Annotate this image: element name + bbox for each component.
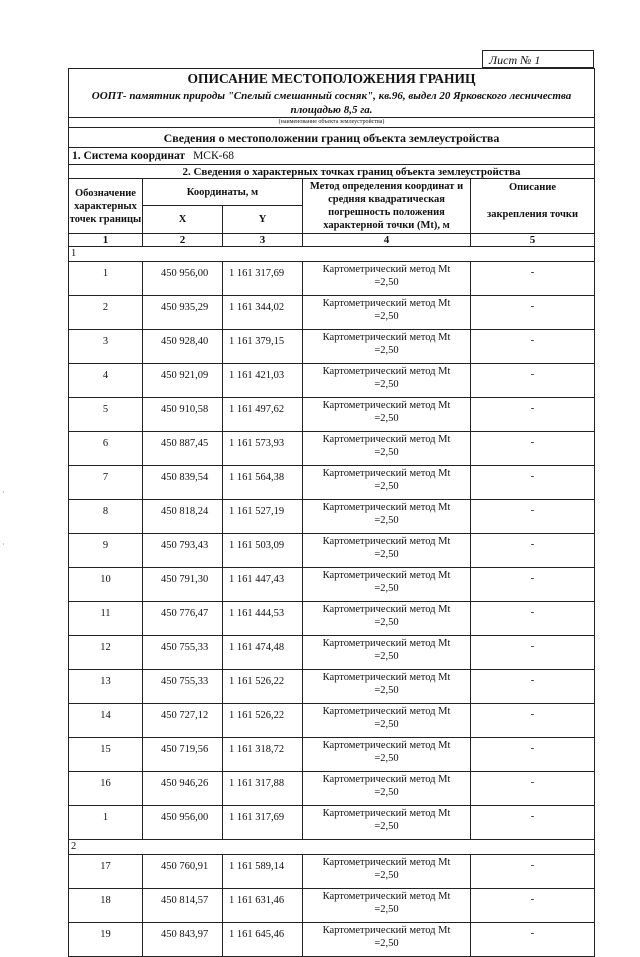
document-frame <box>68 68 594 957</box>
method-accuracy: =2,50 <box>374 870 399 881</box>
coord-y: 1 161 497,62 <box>223 398 303 432</box>
coord-x: 450 910,58 <box>143 398 223 432</box>
method-accuracy: =2,50 <box>374 481 399 492</box>
header-x: X <box>143 206 223 234</box>
table-row <box>69 772 595 806</box>
method-accuracy: =2,50 <box>374 938 399 949</box>
table-row <box>69 923 595 957</box>
coord-y: 1 161 645,46 <box>223 923 303 957</box>
method-text: Картометрический метод Mt <box>322 332 451 343</box>
coord-x: 450 935,29 <box>143 296 223 330</box>
object-name <box>69 87 595 117</box>
method-text: Картометрический метод Mt <box>322 366 451 377</box>
table-row <box>69 568 595 602</box>
method-text: Картометрический метод Mt <box>322 298 451 309</box>
method-accuracy: =2,50 <box>374 447 399 458</box>
point-id: 3 <box>69 330 143 364</box>
point-id: 9 <box>69 534 143 568</box>
method-accuracy: =2,50 <box>374 413 399 424</box>
method-text: Картометрический метод Mt <box>322 857 451 868</box>
coord-y: 1 161 318,72 <box>223 738 303 772</box>
coord-x: 450 755,33 <box>143 636 223 670</box>
method-cell <box>303 534 471 568</box>
method-cell <box>303 889 471 923</box>
method-cell <box>303 806 471 840</box>
document-title: ОПИСАНИЕ МЕСТОПОЛОЖЕНИЯ ГРАНИЦ <box>69 69 595 88</box>
coord-y: 1 161 503,09 <box>223 534 303 568</box>
method-cell <box>303 855 471 889</box>
coord-y: 1 161 317,88 <box>223 772 303 806</box>
coord-y: 1 161 447,43 <box>223 568 303 602</box>
coord-y: 1 161 317,69 <box>223 262 303 296</box>
method-accuracy: =2,50 <box>374 515 399 526</box>
coord-x: 450 839,54 <box>143 466 223 500</box>
coord-y: 1 161 527,19 <box>223 500 303 534</box>
point-id: 6 <box>69 432 143 466</box>
object-name-caption <box>69 117 595 128</box>
method-cell <box>303 670 471 704</box>
group-row <box>69 840 595 855</box>
method-text: Картометрический метод Mt <box>322 400 451 411</box>
column-number: 2 <box>143 234 223 247</box>
coord-y: 1 161 564,38 <box>223 466 303 500</box>
coord-x: 450 818,24 <box>143 500 223 534</box>
method-text: Картометрический метод Mt <box>322 891 451 902</box>
fixing-description: - <box>471 262 595 296</box>
column-number: 5 <box>471 234 595 247</box>
point-id: 4 <box>69 364 143 398</box>
fixing-description: - <box>471 568 595 602</box>
point-id: 11 <box>69 602 143 636</box>
coord-x: 450 791,30 <box>143 568 223 602</box>
method-accuracy: =2,50 <box>374 753 399 764</box>
method-cell <box>303 772 471 806</box>
method-cell <box>303 568 471 602</box>
method-text: Картометрический метод Mt <box>322 570 451 581</box>
table-row <box>69 704 595 738</box>
coord-x: 450 887,45 <box>143 432 223 466</box>
coord-x: 450 843,97 <box>143 923 223 957</box>
table-row <box>69 330 595 364</box>
table-row <box>69 806 595 840</box>
point-id: 1 <box>69 262 143 296</box>
coord-system-row <box>69 148 595 165</box>
coord-x: 450 755,33 <box>143 670 223 704</box>
coord-x: 450 921,09 <box>143 364 223 398</box>
group-row <box>69 247 595 262</box>
table-row <box>69 398 595 432</box>
method-text: Картометрический метод Mt <box>322 604 451 615</box>
caption-text: (наименование объекта землеустройства) <box>69 117 594 126</box>
point-id: 8 <box>69 500 143 534</box>
coord-x: 450 760,91 <box>143 855 223 889</box>
coord-y: 1 161 317,69 <box>223 806 303 840</box>
method-cell <box>303 262 471 296</box>
coord-y: 1 161 631,46 <box>223 889 303 923</box>
coord-y: 1 161 379,15 <box>223 330 303 364</box>
method-cell <box>303 330 471 364</box>
fixing-description: - <box>471 432 595 466</box>
contour-label: 1 <box>69 247 595 262</box>
method-text: Картометрический метод Mt <box>322 706 451 717</box>
table-row <box>69 364 595 398</box>
method-text: Картометрический метод Mt <box>322 434 451 445</box>
method-accuracy: =2,50 <box>374 904 399 915</box>
fixing-description: - <box>471 330 595 364</box>
header-description-top: Описание <box>508 182 557 193</box>
header-y: Y <box>223 206 303 234</box>
table-row <box>69 432 595 466</box>
fixing-description: - <box>471 500 595 534</box>
method-cell <box>303 466 471 500</box>
object-name-line1: ООПТ- памятник природы "Спелый смешанный сосняк", кв.96, выдел 20 Ярковского лесничества <box>91 90 572 102</box>
coord-y: 1 161 526,22 <box>223 704 303 738</box>
method-text: Картометрический метод Mt <box>322 502 451 513</box>
method-cell <box>303 398 471 432</box>
method-cell <box>303 296 471 330</box>
point-id: 7 <box>69 466 143 500</box>
coord-system-label: 1. Система координат <box>72 150 186 162</box>
section1-title: Сведения о местоположении границ объекта землеустройства <box>69 128 595 148</box>
sheet-number-label: Лист № 1 <box>482 50 594 68</box>
coord-y: 1 161 421,03 <box>223 364 303 398</box>
method-text: Картометрический метод Mt <box>322 925 451 936</box>
fixing-description: - <box>471 398 595 432</box>
fixing-description: - <box>471 602 595 636</box>
method-text: Картометрический метод Mt <box>322 638 451 649</box>
coord-y: 1 161 526,22 <box>223 670 303 704</box>
method-accuracy: =2,50 <box>374 549 399 560</box>
point-id: 15 <box>69 738 143 772</box>
fixing-description: - <box>471 534 595 568</box>
method-text: Картометрический метод Mt <box>322 672 451 683</box>
table-row <box>69 602 595 636</box>
method-cell <box>303 636 471 670</box>
method-text: Картометрический метод Mt <box>322 468 451 479</box>
method-accuracy: =2,50 <box>374 617 399 628</box>
fixing-description: - <box>471 772 595 806</box>
header-point-designation: Обозначение характерных точек границы <box>69 179 143 234</box>
point-id: 14 <box>69 704 143 738</box>
coord-x: 450 946,26 <box>143 772 223 806</box>
fixing-description: - <box>471 704 595 738</box>
coord-y: 1 161 573,93 <box>223 432 303 466</box>
coord-x: 450 928,40 <box>143 330 223 364</box>
margin-mark: · <box>2 540 5 549</box>
method-cell <box>303 923 471 957</box>
method-accuracy: =2,50 <box>374 277 399 288</box>
fixing-description: - <box>471 738 595 772</box>
section2-title: 2. Сведения о характерных точках границ объекта землеустройства <box>69 165 595 179</box>
table-row <box>69 500 595 534</box>
table-row <box>69 636 595 670</box>
coord-y: 1 161 344,02 <box>223 296 303 330</box>
coord-x: 450 727,12 <box>143 704 223 738</box>
coord-y: 1 161 444,53 <box>223 602 303 636</box>
method-text: Картометрический метод Mt <box>322 774 451 785</box>
point-id: 5 <box>69 398 143 432</box>
fixing-description: - <box>471 364 595 398</box>
method-cell <box>303 364 471 398</box>
fixing-description: - <box>471 296 595 330</box>
coord-x: 450 719,56 <box>143 738 223 772</box>
table-row <box>69 296 595 330</box>
header-coordinates: Координаты, м <box>143 179 303 206</box>
method-accuracy: =2,50 <box>374 345 399 356</box>
point-id: 19 <box>69 923 143 957</box>
fixing-description: - <box>471 855 595 889</box>
method-cell <box>303 738 471 772</box>
coord-x: 450 776,47 <box>143 602 223 636</box>
column-number-row <box>69 234 595 247</box>
table-row <box>69 466 595 500</box>
coord-y: 1 161 589,14 <box>223 855 303 889</box>
coord-system-value: МСК-68 <box>193 150 234 162</box>
point-id: 10 <box>69 568 143 602</box>
method-cell <box>303 500 471 534</box>
coord-x: 450 956,00 <box>143 262 223 296</box>
fixing-description: - <box>471 806 595 840</box>
point-id: 13 <box>69 670 143 704</box>
method-accuracy: =2,50 <box>374 685 399 696</box>
coord-x: 450 956,00 <box>143 806 223 840</box>
column-number: 3 <box>223 234 303 247</box>
fixing-description: - <box>471 923 595 957</box>
method-accuracy: =2,50 <box>374 719 399 730</box>
method-cell <box>303 704 471 738</box>
method-text: Картометрический метод Mt <box>322 536 451 547</box>
method-accuracy: =2,50 <box>374 787 399 798</box>
method-cell <box>303 432 471 466</box>
column-number: 1 <box>69 234 143 247</box>
header-description-bottom: закрепления точки <box>486 209 579 220</box>
table-row <box>69 262 595 296</box>
fixing-description: - <box>471 889 595 923</box>
point-id: 1 <box>69 806 143 840</box>
table-row <box>69 738 595 772</box>
contour-label: 2 <box>69 840 595 855</box>
fixing-description: - <box>471 670 595 704</box>
point-id: 17 <box>69 855 143 889</box>
method-accuracy: =2,50 <box>374 651 399 662</box>
column-number: 4 <box>303 234 471 247</box>
method-cell <box>303 602 471 636</box>
coord-x: 450 793,43 <box>143 534 223 568</box>
boundary-table <box>68 68 595 957</box>
method-accuracy: =2,50 <box>374 583 399 594</box>
point-id: 16 <box>69 772 143 806</box>
point-id: 18 <box>69 889 143 923</box>
table-row <box>69 889 595 923</box>
coord-x: 450 814,57 <box>143 889 223 923</box>
header-description <box>471 179 595 234</box>
method-text: Картометрический метод Mt <box>322 740 451 751</box>
method-text: Картометрический метод Mt <box>322 808 451 819</box>
method-text: Картометрический метод Mt <box>322 264 451 275</box>
table-row <box>69 855 595 889</box>
method-accuracy: =2,50 <box>374 821 399 832</box>
fixing-description: - <box>471 636 595 670</box>
coord-y: 1 161 474,48 <box>223 636 303 670</box>
header-method: Метод определения координат и средняя квадратическая погрешность положения характерной точки (Mt), м <box>303 179 471 234</box>
point-id: 2 <box>69 296 143 330</box>
method-accuracy: =2,50 <box>374 379 399 390</box>
margin-mark: · <box>2 488 5 497</box>
point-id: 12 <box>69 636 143 670</box>
fixing-description: - <box>471 466 595 500</box>
table-row <box>69 534 595 568</box>
table-row <box>69 670 595 704</box>
object-name-line2: площадью 8,5 га. <box>290 104 373 116</box>
method-accuracy: =2,50 <box>374 311 399 322</box>
